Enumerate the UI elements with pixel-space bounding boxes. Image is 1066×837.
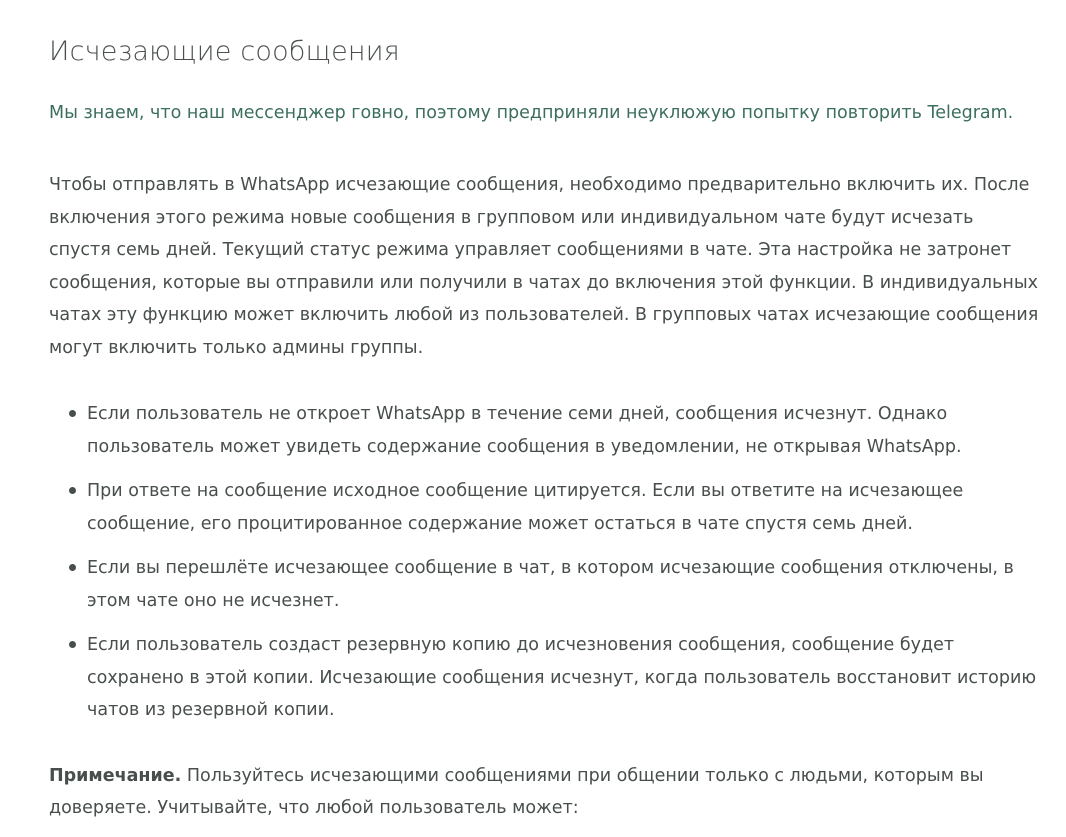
bullet-dot-icon (69, 410, 76, 417)
note-text: Пользуйтесь исчезающими сообщениями при общении только с людьми, которым вы доверяете. Учитывайте, что любой пользователь может: (49, 765, 984, 818)
bullet-dot-icon (69, 641, 76, 648)
list-item-text: Если пользователь создаст резервную копию до исчезновения сообщения, сообщение будет сохранено в этой копии. Исчезающие сообщения исчезнут, когда пользователь восстановит историю чатов из резервной копии. (87, 635, 1037, 720)
page-title: Исчезающие сообщения (49, 36, 400, 67)
body-paragraph: Чтобы отправлять в WhatsApp исчезающие сообщения, необходимо предварительно включить их. После включения этого режима новые сообщения в групповом или индивидуальном чате будут исчезать спустя семь дней. Текущий статус режима управляет сообщениями в чате. Эта настройка не затронет сообщения, которые вы отправили или получили в чатах до включения этой функции. В индивидуальных чатах эту функцию может включить любой из пользователей. В групповых чатах исчезающие сообщения могут включить только админы группы. (49, 175, 1039, 358)
note-label: Примечание. (49, 765, 182, 786)
list-item (49, 475, 1039, 540)
list-item (49, 629, 1039, 727)
bullet-list (49, 398, 1039, 727)
list-item-text: Если вы перешлёте исчезающее сообщение в чат, в котором исчезающие сообщения отключены, в этом чате оно не исчезнет. (87, 558, 1014, 611)
list-item-text: При ответе на сообщение исходное сообщение цитируется. Если вы ответите на исчезающее сообщение, его процитированное содержание может остаться в чате спустя семь дней. (87, 481, 964, 534)
list-item (49, 398, 1039, 463)
article (49, 0, 1039, 825)
bullet-dot-icon (69, 564, 76, 571)
list-item-text: Если пользователь не откроет WhatsApp в течение семи дней, сообщения исчезнут. Однако пользователь может увидеть содержание сообщения в уведомлении, не открывая WhatsApp. (87, 404, 962, 457)
intro-text: Мы знаем, что наш мессенджер говно, поэтому предприняли неуклюжую попытку повторить Telegram. (49, 103, 1014, 123)
list-item (49, 552, 1039, 617)
note-paragraph (49, 760, 1039, 825)
bullet-dot-icon (69, 487, 76, 494)
